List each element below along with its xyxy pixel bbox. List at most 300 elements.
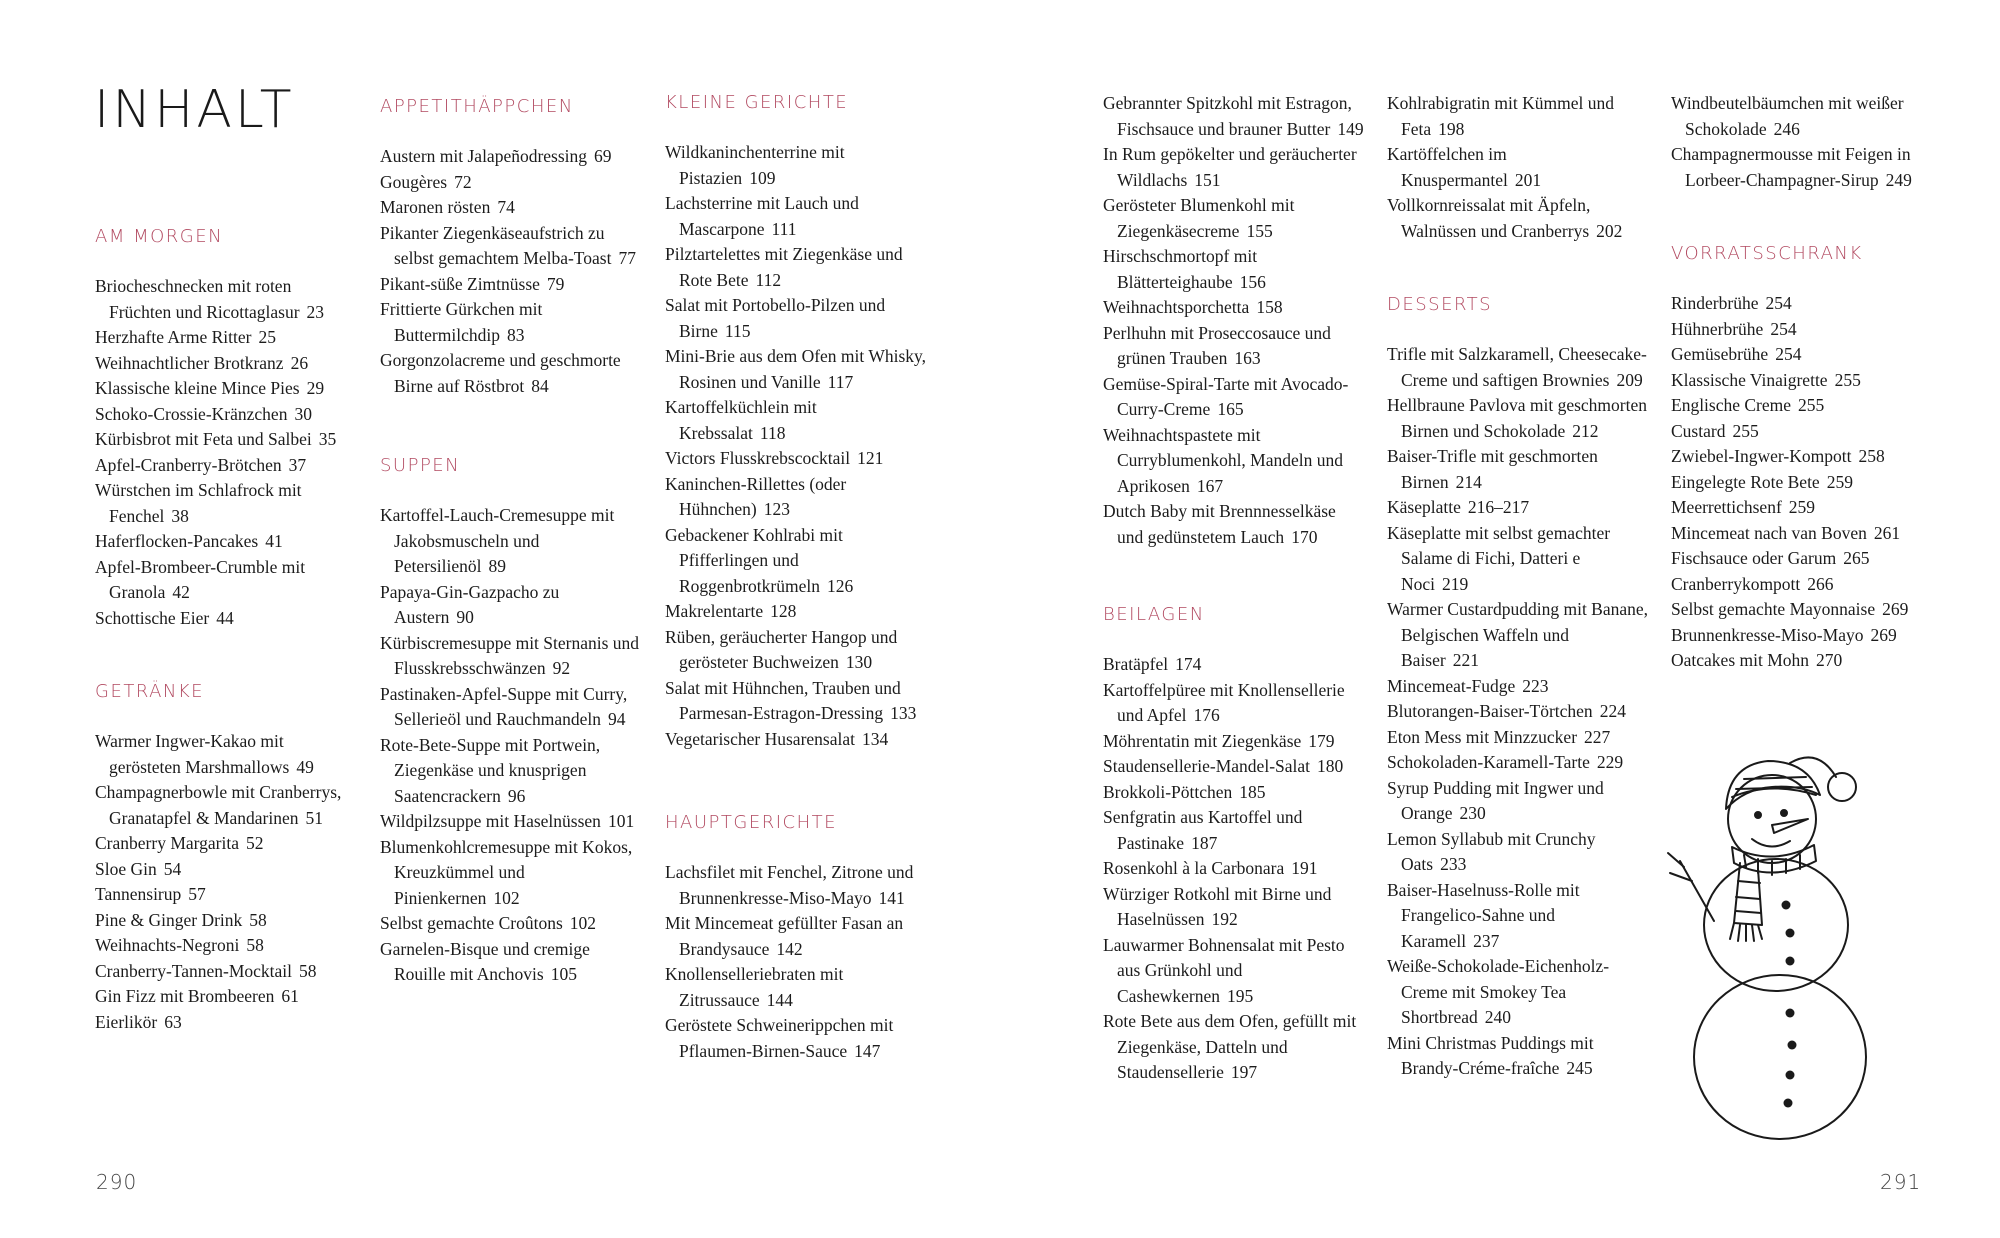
- toc-entry[interactable]: [665, 727, 927, 753]
- toc-entry-page: 270: [1816, 650, 1843, 670]
- toc-entry[interactable]: [1387, 954, 1649, 1031]
- toc-entry-page: 101: [607, 811, 635, 831]
- toc-entry-title: Wildkaninchenterrine mit Pistazien: [665, 142, 845, 188]
- toc-entry-title: Geröstete Schweinerippchen mit Pflaumen-Birnen-Sauce: [665, 1015, 894, 1061]
- toc-entry[interactable]: [95, 325, 357, 351]
- section-hauptgerichte: [665, 812, 927, 1064]
- toc-entry-page: 191: [1291, 858, 1318, 878]
- toc-entry-title: Champagnermousse mit Feigen in Lorbeer-Champagner-Sirup: [1671, 144, 1911, 190]
- toc-entry-title: Lauwarmer Bohnensalat mit Pesto aus Grünkohl und Cashewkernen: [1103, 934, 1345, 1006]
- toc-entry-page: 77: [618, 248, 636, 268]
- toc-entry-title: Blutorangen-Baiser-Törtchen: [1387, 701, 1593, 721]
- toc-entry-page: 261: [1873, 522, 1901, 543]
- toc-entry-title: Apfel-Cranberry-Brötchen: [95, 454, 282, 475]
- toc-entry-list: [665, 860, 927, 1064]
- toc-entry[interactable]: [95, 882, 357, 908]
- toc-entry-title: Herzhafte Arme Ritter: [95, 327, 252, 347]
- section-kleine-gerichte: [665, 92, 927, 752]
- toc-entry-title: Baiser-Trifle mit geschmorten Birnen: [1387, 446, 1598, 492]
- toc-entry[interactable]: [95, 274, 357, 325]
- toc-entry[interactable]: [1103, 423, 1365, 500]
- toc-entry-title: Pikanter Ziegenkäseaufstrich zu selbst gemachtem Melba-Toast: [380, 222, 612, 268]
- toc-entry-list: [1103, 91, 1365, 550]
- toc-entry-page: 130: [845, 652, 873, 672]
- toc-entry-title: Custard: [1671, 420, 1726, 441]
- toc-entry-page: 26: [290, 352, 309, 373]
- toc-entry[interactable]: [1671, 648, 1936, 674]
- toc-entry[interactable]: [1387, 674, 1649, 700]
- toc-entry[interactable]: [1387, 91, 1649, 142]
- toc-entry-page: 192: [1211, 909, 1238, 929]
- toc-entry-page: 57: [188, 884, 206, 904]
- toc-entry[interactable]: [95, 529, 357, 555]
- toc-entry-page: 90: [456, 607, 474, 627]
- toc-entry-page: 240: [1484, 1007, 1512, 1027]
- toc-entry-title: Schottische Eier: [95, 607, 210, 628]
- toc-entry-title: Champagnerbowle mit Cranberrys, Granatapfel & Mandarinen: [95, 782, 342, 828]
- toc-entry-page: 258: [1858, 446, 1885, 466]
- toc-column-4: [1103, 91, 1365, 1086]
- toc-entry-title: Gorgonzolacreme und geschmorte Birne auf Röstbrot: [380, 350, 621, 396]
- toc-entry-page: 212: [1572, 420, 1599, 441]
- toc-entry[interactable]: [1103, 1009, 1365, 1086]
- toc-entry-title: Weihnachtspastete mit Curryblumenkohl, Mandeln und Aprikosen: [1103, 424, 1344, 496]
- toc-entry-page: 83: [506, 324, 525, 345]
- toc-entry-title: Weihnachtlicher Brotkranz: [95, 352, 284, 373]
- toc-entry-list: [1387, 342, 1649, 1082]
- toc-entry[interactable]: [1671, 393, 1936, 419]
- toc-entry[interactable]: [1671, 419, 1936, 445]
- toc-entry-title: Kaninchen-Rillettes (oder Hühnchen): [665, 473, 847, 519]
- toc-entry[interactable]: [665, 676, 927, 727]
- toc-entry-page: 84: [531, 375, 549, 396]
- toc-entry-title: Selbst gemachte Croûtons: [380, 913, 563, 933]
- toc-entry-page: 74: [497, 197, 515, 217]
- toc-entry-title: Pastinaken-Apfel-Suppe mit Curry, Sellerieöl und Rauchmandeln: [380, 683, 628, 729]
- toc-entry-page: 245: [1566, 1058, 1593, 1078]
- toc-entry-title: Cranberrykompott: [1671, 573, 1801, 594]
- toc-entry[interactable]: [95, 402, 357, 428]
- toc-entry[interactable]: [1103, 372, 1365, 423]
- toc-entry-title: Trifle mit Salzkaramell, Cheesecake-Creme und saftigen Brownies: [1387, 344, 1647, 390]
- toc-entry-title: In Rum gepökelter und geräucherter Wildlachs: [1103, 144, 1357, 190]
- toc-entry[interactable]: [1103, 499, 1365, 550]
- toc-entry[interactable]: [95, 959, 357, 985]
- toc-entry-list: [380, 503, 642, 988]
- toc-entry-page: 237: [1473, 930, 1500, 951]
- toc-entry[interactable]: [95, 478, 357, 529]
- section-suppen: [380, 455, 642, 988]
- toc-entry[interactable]: [1387, 776, 1649, 827]
- toc-entry-page: 233: [1440, 854, 1467, 874]
- toc-entry[interactable]: [1671, 495, 1936, 521]
- toc-entry[interactable]: [1387, 393, 1649, 444]
- toc-entry-title: Vollkornreissalat mit Äpfeln, Walnüssen und Cranberrys: [1387, 195, 1591, 241]
- toc-entry-title: Rosenkohl à la Carbonara: [1103, 858, 1285, 878]
- toc-entry-title: Weihnachtsporchetta: [1103, 297, 1250, 317]
- toc-entry-page: 54: [163, 858, 182, 879]
- toc-entry-title: Kartöffelchen im Knuspermantel: [1387, 144, 1508, 190]
- toc-entry-title: Gerösteter Blumenkohl mit Ziegenkäsecreme: [1103, 195, 1295, 241]
- toc-entry-title: Windbeutelbäumchen mit weißer Schokolade: [1671, 93, 1904, 139]
- toc-entry[interactable]: [1671, 142, 1936, 193]
- page-title: INHALT: [94, 80, 295, 140]
- toc-entry-title: Brunnenkresse-Miso-Mayo: [1671, 624, 1864, 645]
- toc-entry[interactable]: [95, 933, 357, 959]
- toc-entry-page: 185: [1239, 781, 1266, 802]
- toc-entry-page: 115: [724, 320, 751, 341]
- toc-entry[interactable]: [1103, 882, 1365, 933]
- toc-entry[interactable]: [1387, 193, 1649, 244]
- toc-entry-title: Gin Fizz mit Brombeeren: [95, 986, 275, 1006]
- toc-entry-page: 123: [763, 499, 791, 519]
- toc-entry-title: Bratäpfel: [1103, 654, 1169, 674]
- toc-entry-title: Papaya-Gin-Gazpacho zu Austern: [380, 581, 560, 627]
- toc-entry[interactable]: [1103, 678, 1365, 729]
- toc-entry[interactable]: [380, 297, 642, 348]
- toc-entry-page: 167: [1196, 475, 1224, 496]
- toc-entry-page: 195: [1227, 985, 1254, 1006]
- toc-entry[interactable]: [380, 221, 642, 272]
- toc-entry[interactable]: [1671, 368, 1936, 394]
- toc-entry-title: Tannensirup: [95, 884, 182, 904]
- toc-entry[interactable]: [380, 348, 642, 399]
- toc-entry[interactable]: [380, 937, 642, 988]
- toc-entry-page: 35: [318, 429, 337, 449]
- section-desserts: [1387, 294, 1649, 1082]
- toc-entry[interactable]: [95, 780, 357, 831]
- toc-entry[interactable]: [665, 625, 927, 676]
- toc-entry[interactable]: [1671, 291, 1936, 317]
- toc-entry[interactable]: [380, 503, 642, 580]
- toc-entry[interactable]: [95, 984, 357, 1010]
- toc-entry-title: Mini Christmas Puddings mit Brandy-Créme-fraîche: [1387, 1032, 1594, 1078]
- section-heading: AM MORGEN: [95, 226, 224, 247]
- toc-entry[interactable]: [380, 631, 642, 682]
- toc-entry-title: Rote-Bete-Suppe mit Portwein, Ziegenkäse und knusprigen Saatencrackern: [380, 734, 601, 806]
- page-number-right: 291: [1880, 1170, 1922, 1194]
- toc-entry-page: 105: [550, 964, 577, 984]
- toc-entry-page: 58: [299, 960, 317, 981]
- toc-entry-page: 49: [296, 756, 314, 777]
- toc-entry[interactable]: [380, 144, 642, 170]
- toc-entry[interactable]: [665, 191, 927, 242]
- toc-entry-page: 224: [1599, 701, 1626, 721]
- toc-entry-title: Pilztartelettes mit Ziegenkäse und Rote Bete: [665, 244, 903, 290]
- toc-entry-page: 227: [1584, 726, 1611, 747]
- toc-entry-title: Makrelentarte: [665, 601, 764, 621]
- toc-entry[interactable]: [665, 962, 927, 1013]
- toc-entry[interactable]: [1387, 725, 1649, 751]
- toc-entry[interactable]: [1387, 342, 1649, 393]
- toc-column-6: [1671, 91, 1936, 674]
- toc-entry[interactable]: [380, 195, 642, 221]
- toc-entry-page: 141: [878, 887, 905, 908]
- toc-entry-title: Warmer Custardpudding mit Banane, Belgischen Waffeln und Baiser: [1387, 599, 1649, 670]
- toc-column-5: [1387, 91, 1649, 1082]
- toc-entry-title: Pikant-süße Zimtnüsse: [380, 273, 540, 294]
- toc-entry-list: [95, 274, 357, 631]
- toc-entry-title: Hellbraune Pavlova mit geschmorten Birnen und Schokolade: [1387, 395, 1647, 441]
- toc-entry-page: 121: [857, 448, 884, 468]
- toc-entry[interactable]: [1671, 91, 1936, 142]
- section-heading: KLEINE GERICHTE: [665, 92, 849, 113]
- toc-entry[interactable]: [1103, 856, 1365, 882]
- toc-entry-title: Mincemeat-Fudge: [1387, 675, 1516, 696]
- toc-entry-page: 158: [1256, 297, 1283, 317]
- snowman-icon: [1640, 735, 1900, 1145]
- toc-entry-title: Briocheschnecken mit roten Früchten und Ricottaglasur: [95, 276, 300, 322]
- toc-entry-title: Hühnerbrühe: [1671, 318, 1764, 339]
- toc-entry[interactable]: [95, 729, 357, 780]
- toc-entry-title: Käseplatte: [1387, 497, 1461, 517]
- toc-entry-title: Oatcakes mit Mohn: [1671, 650, 1810, 670]
- toc-entry-title: Sloe Gin: [95, 858, 157, 879]
- toc-entry-page: 112: [755, 269, 782, 290]
- toc-entry[interactable]: [380, 911, 642, 937]
- toc-entry-title: Selbst gemachte Mayonnaise: [1671, 599, 1876, 619]
- toc-column-1: [95, 226, 357, 1035]
- toc-entry-page: 179: [1308, 730, 1335, 751]
- section-getraenke: [95, 681, 357, 1035]
- toc-entry[interactable]: [665, 860, 927, 911]
- toc-entry-title: Kartoffelküchlein mit Krebssalat: [665, 397, 817, 443]
- toc-entry-title: Salat mit Portobello-Pilzen und Birne: [665, 295, 886, 341]
- toc-entry-title: Kürbiscremesuppe mit Sternanis und Flusskrebsschwänzen: [380, 632, 640, 678]
- toc-entry-title: Frittierte Gürkchen mit Buttermilchdip: [380, 299, 543, 345]
- toc-entry[interactable]: [380, 682, 642, 733]
- toc-entry[interactable]: [95, 606, 357, 632]
- toc-entry[interactable]: [1387, 750, 1649, 776]
- toc-entry[interactable]: [1103, 652, 1365, 678]
- toc-entry[interactable]: [665, 446, 927, 472]
- section-heading: BEILAGEN: [1103, 604, 1205, 625]
- toc-entry[interactable]: [1671, 572, 1936, 598]
- toc-entry-page: 58: [249, 909, 267, 930]
- toc-entry[interactable]: [95, 351, 357, 377]
- toc-entry[interactable]: [1671, 342, 1936, 368]
- toc-entry[interactable]: [1387, 827, 1649, 878]
- toc-entry-page: 61: [281, 986, 299, 1006]
- toc-entry[interactable]: [95, 427, 357, 453]
- toc-entry-page: 41: [265, 531, 283, 551]
- toc-entry[interactable]: [1671, 470, 1936, 496]
- toc-entry-page: 266: [1807, 573, 1834, 594]
- section-am-morgen: [95, 226, 357, 631]
- toc-entry-page: 149: [1337, 118, 1364, 139]
- toc-entry[interactable]: [1671, 546, 1936, 572]
- toc-entry-page: 51: [305, 807, 324, 828]
- toc-entry-page: 170: [1291, 526, 1318, 547]
- toc-entry[interactable]: [665, 293, 927, 344]
- toc-entry[interactable]: [380, 272, 642, 298]
- toc-entry[interactable]: [1103, 244, 1365, 295]
- section-appetithaeppchen: [380, 96, 642, 399]
- toc-entry-page: 94: [608, 709, 626, 729]
- toc-entry[interactable]: [95, 555, 357, 606]
- toc-entry-page: 69: [594, 146, 612, 166]
- toc-column-3: [665, 92, 927, 1064]
- toc-entry-page: 89: [488, 556, 506, 576]
- toc-entry-page: 223: [1522, 675, 1549, 696]
- toc-entry-page: 92: [552, 658, 571, 678]
- toc-entry-title: Pine & Ginger Drink: [95, 909, 243, 930]
- toc-entry-list: [665, 140, 927, 752]
- toc-entry-title: Käseplatte mit selbst gemachter Salame di Fichi, Datteri e Noci: [1387, 522, 1611, 594]
- toc-entry[interactable]: [1671, 317, 1936, 343]
- toc-entry[interactable]: [1387, 495, 1649, 521]
- toc-entry-title: Vegetarischer Husarensalat: [665, 728, 855, 749]
- toc-entry[interactable]: [1387, 1031, 1649, 1082]
- toc-entry-title: Englische Creme: [1671, 395, 1792, 415]
- toc-entry[interactable]: [380, 580, 642, 631]
- toc-column-2: [380, 96, 642, 988]
- toc-entry-page: 255: [1798, 395, 1825, 415]
- toc-entry[interactable]: [1387, 142, 1649, 193]
- toc-entry[interactable]: [665, 523, 927, 600]
- toc-entry-page: 214: [1455, 471, 1482, 492]
- toc-entry[interactable]: [1103, 142, 1365, 193]
- toc-entry-page: 209: [1616, 369, 1643, 390]
- toc-entry-page: 155: [1246, 220, 1273, 241]
- toc-entry[interactable]: [95, 908, 357, 934]
- toc-entry[interactable]: [380, 733, 642, 810]
- toc-entry[interactable]: [665, 599, 927, 625]
- toc-entry-title: Victors Flusskrebscocktail: [665, 448, 851, 468]
- toc-entry[interactable]: [95, 831, 357, 857]
- toc-entry-page: 29: [306, 378, 325, 398]
- toc-entry-list: [380, 144, 642, 399]
- toc-entry[interactable]: [1103, 321, 1365, 372]
- toc-entry-page: 246: [1773, 118, 1800, 139]
- toc-entry-page: 58: [246, 935, 264, 955]
- toc-entry-title: Kürbisbrot mit Feta und Salbei: [95, 429, 312, 449]
- toc-entry-title: Senfgratin aus Kartoffel und Pastinake: [1103, 807, 1303, 853]
- toc-entry[interactable]: [95, 1010, 357, 1036]
- toc-entry-title: Knollenselleriebraten mit Zitrussauce: [665, 964, 844, 1010]
- page-number-left: 290: [96, 1170, 138, 1194]
- toc-entry[interactable]: [665, 140, 927, 191]
- toc-entry-title: Fischsauce oder Garum: [1671, 548, 1837, 568]
- toc-entry-title: Rinderbrühe: [1671, 293, 1759, 313]
- toc-entry-title: Dutch Baby mit Brennnesselkäse und gedünstetem Lauch: [1103, 501, 1336, 547]
- toc-entry[interactable]: [1671, 597, 1936, 623]
- toc-entry-page: 254: [1765, 293, 1792, 313]
- toc-entry[interactable]: [1671, 623, 1936, 649]
- toc-entry[interactable]: [95, 376, 357, 402]
- toc-entry[interactable]: [665, 344, 927, 395]
- toc-entry-page: 229: [1596, 752, 1624, 772]
- toc-entry-title: Weiße-Schokolade-Eichenholz-Creme mit Smokey Tea Shortbread: [1387, 956, 1610, 1027]
- toc-entry-title: Gemüse-Spiral-Tarte mit Avocado-Curry-Creme: [1103, 373, 1349, 419]
- toc-entry[interactable]: [1103, 295, 1365, 321]
- toc-entry-title: Staudensellerie-Mandel-Salat: [1103, 756, 1311, 776]
- toc-entry-title: Haferflocken-Pancakes: [95, 531, 259, 551]
- toc-entry-page: 269: [1882, 599, 1909, 619]
- toc-entry[interactable]: [1387, 699, 1649, 725]
- toc-entry[interactable]: [1671, 444, 1936, 470]
- toc-entry-page: 197: [1230, 1062, 1258, 1082]
- toc-entry-title: Zwiebel-Ingwer-Kompott: [1671, 446, 1852, 466]
- toc-entry[interactable]: [1387, 878, 1649, 955]
- toc-entry-page: 216–217: [1467, 497, 1530, 517]
- toc-entry-title: Klassische Vinaigrette: [1671, 369, 1828, 390]
- toc-entry-page: 249: [1885, 169, 1912, 190]
- toc-entry[interactable]: [1103, 780, 1365, 806]
- toc-entry-page: 265: [1843, 548, 1870, 568]
- toc-entry-title: Austern mit Jalapeñodressing: [380, 146, 588, 166]
- toc-entry[interactable]: [1103, 193, 1365, 244]
- toc-entry[interactable]: [1387, 444, 1649, 495]
- toc-entry-list: [1387, 91, 1649, 244]
- toc-entry-title: Kartoffel-Lauch-Cremesuppe mit Jakobsmuscheln und Petersilienöl: [380, 505, 615, 576]
- toc-entry-page: 147: [854, 1040, 881, 1061]
- section-hauptgerichte-continued: [1103, 91, 1365, 550]
- toc-entry-title: Eton Mess mit Minzzucker: [1387, 726, 1578, 747]
- toc-entry-list: [1671, 91, 1936, 193]
- toc-entry[interactable]: [665, 395, 927, 446]
- toc-entry-page: 72: [454, 171, 472, 192]
- toc-entry-title: Maronen rösten: [380, 197, 491, 217]
- toc-entry-title: Schokoladen-Karamell-Tarte: [1387, 752, 1590, 772]
- toc-entry-page: 25: [258, 327, 276, 347]
- toc-entry-title: Lemon Syllabub mit Crunchy Oats: [1387, 828, 1596, 874]
- toc-entry-title: Eingelegte Rote Bete: [1671, 471, 1820, 492]
- toc-entry-page: 111: [771, 218, 797, 239]
- toc-entry-title: Würstchen im Schlafrock mit Fenchel: [95, 480, 302, 526]
- toc-entry[interactable]: [380, 835, 642, 912]
- toc-entry-page: 255: [1732, 420, 1759, 441]
- toc-entry-title: Würziger Rotkohl mit Birne und Haselnüssen: [1103, 883, 1332, 929]
- toc-entry[interactable]: [665, 242, 927, 293]
- toc-entry[interactable]: [1671, 521, 1936, 547]
- section-beilagen: [1103, 604, 1365, 1086]
- toc-entry[interactable]: [1103, 805, 1365, 856]
- toc-entry-page: 102: [493, 887, 520, 908]
- toc-entry-page: 254: [1775, 344, 1802, 364]
- toc-entry-title: Lachsfilet mit Fenchel, Zitrone und Brunnenkresse-Miso-Mayo: [665, 862, 914, 908]
- toc-entry[interactable]: [1103, 91, 1365, 142]
- toc-entry[interactable]: [665, 1013, 927, 1064]
- toc-entry[interactable]: [1103, 754, 1365, 780]
- toc-entry[interactable]: [95, 453, 357, 479]
- toc-entry[interactable]: [665, 472, 927, 523]
- toc-entry-page: 79: [546, 273, 565, 294]
- toc-entry-title: Garnelen-Bisque und cremige Rouille mit Anchovis: [380, 938, 590, 984]
- toc-entry[interactable]: [665, 911, 927, 962]
- toc-entry-title: Cranberry Margarita: [95, 833, 239, 853]
- section-heading: HAUPTGERICHTE: [665, 812, 837, 833]
- toc-entry-title: Mit Mincemeat gefüllter Fasan an Brandysauce: [665, 913, 904, 959]
- toc-entry-title: Cranberry-Tannen-Mocktail: [95, 960, 293, 981]
- toc-entry[interactable]: [1387, 521, 1649, 598]
- toc-entry[interactable]: [380, 170, 642, 196]
- toc-entry[interactable]: [95, 857, 357, 883]
- toc-entry[interactable]: [1387, 597, 1649, 674]
- toc-entry-title: Meerrettichsenf: [1671, 497, 1782, 517]
- toc-entry-title: Wildpilzsuppe mit Haselnüssen: [380, 811, 601, 831]
- toc-entry-title: Gemüsebrühe: [1671, 344, 1769, 364]
- toc-entry-title: Lachsterrine mit Lauch und Mascarpone: [665, 193, 859, 239]
- toc-entry-title: Kartoffelpüree mit Knollensellerie und Apfel: [1103, 679, 1345, 725]
- toc-entry[interactable]: [380, 809, 642, 835]
- toc-entry[interactable]: [1103, 933, 1365, 1010]
- toc-entry-page: 42: [172, 582, 190, 602]
- toc-entry-page: 37: [288, 454, 307, 475]
- toc-entry[interactable]: [1103, 729, 1365, 755]
- toc-entry-title: Rote Bete aus dem Ofen, gefüllt mit Ziegenkäse, Datteln und Staudensellerie: [1103, 1011, 1357, 1082]
- toc-entry-page: 63: [164, 1011, 182, 1032]
